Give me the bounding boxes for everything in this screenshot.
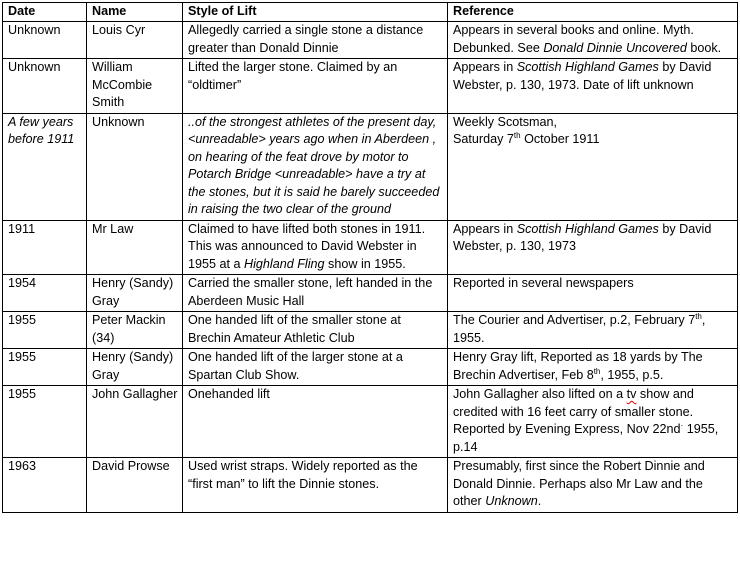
table-row [3,22,738,59]
reference-cell [448,22,738,59]
cell-text: , 1955. [453,313,706,345]
reference-cell [448,113,738,220]
cell-text: Unknown [8,23,61,37]
cell-text: Mr Law [92,221,134,236]
cell-text: · [680,420,684,430]
table-row [3,220,738,275]
date-cell [3,22,87,59]
cell-text: tv [626,387,637,401]
date-cell [3,386,87,458]
name-cell [87,275,183,312]
date-cell [3,458,87,513]
cell-text: Appears in several books and online. Myth. Debunked. See [453,23,694,55]
cell-text: Saturday 7 [453,132,514,146]
date-cell [3,220,87,275]
cell-text: Highland Fling [244,256,325,271]
style-of-lift-cell [183,275,448,312]
cell-text: Claimed to have lifted both stones in 1911. This was announced to David Webster in 1955 at a [188,221,426,271]
date-cell [3,312,87,349]
cell-text: Unknown [92,114,145,129]
cell-text: Henry (Sandy) Gray [92,276,174,308]
table-row [3,458,738,513]
style-of-lift-cell [183,113,448,220]
style-of-lift-cell [183,349,448,386]
cell-text: th [695,311,702,321]
reference-cell [448,275,738,312]
table-row [3,386,738,458]
cell-text: William McCombie Smith [92,60,153,109]
style-of-lift-cell [183,458,448,513]
cell-text: John Gallagher [92,387,178,401]
cell-text: 1911 [8,221,36,236]
table-row [3,275,738,312]
cell-text: Unknown [8,60,61,74]
header-reference: Reference [448,3,738,22]
cell-text: Henry (Sandy) Gray [92,350,174,382]
name-cell [87,349,183,386]
cell-text: Appears in [453,221,517,236]
cell-text: Scottish Highland Games [516,60,659,74]
table-body [3,22,738,513]
cell-text: One handed lift of the smaller stone at Brechin Amateur Athletic Club [188,313,401,345]
cell-text: 1963 [8,459,37,473]
name-cell [87,386,183,458]
date-cell [3,59,87,114]
cell-text: Scottish Highland Games [516,221,659,236]
cell-text: Weekly Scotsman, [453,114,558,129]
cell-text: David Prowse [92,459,170,473]
cell-text: Onehanded lift [188,387,270,401]
style-of-lift-cell [183,386,448,458]
cell-text: . [537,494,542,508]
cell-text: October 1911 [520,132,600,146]
style-of-lift-cell [183,59,448,114]
table-row [3,113,738,220]
cell-text: Henry Gray lift, Reported as 18 yards by The Brechin Advertiser, Feb 8 [453,350,703,382]
reference-cell [448,349,738,386]
cell-text: 1955, p.14 [453,422,719,454]
style-of-lift-cell [183,220,448,275]
reference-cell [448,59,738,114]
document-page [2,2,738,513]
date-cell [3,113,87,220]
cell-text: Peter Mackin (34) [92,313,166,345]
cell-text: th [593,366,601,376]
name-cell [87,458,183,513]
cell-text: Reported in several newspapers [453,276,634,290]
cell-text: 1954 [8,276,37,290]
cell-text: The Courier and Advertiser, p.2, February 7 [453,313,696,327]
table-header-row [3,3,738,22]
cell-text: Appears in [453,60,517,74]
cell-text: ..of the strongest athletes of the present day, <unreadable> years ago when in Aberdeen , on hearing of the feat drove by motor to Potarch Bridge <unreadable> have a try at the stones, but it is said he barely succeeded in raising the two clear of the ground [188,114,440,216]
cell-text: Used wrist straps. Widely reported as the “first man” to lift the Dinnie stones. [188,459,418,491]
cell-text: 1955 [8,313,37,327]
cell-text: A few years before 1911 [8,114,75,146]
reference-cell [448,220,738,275]
cell-text: , 1955, p.5. [600,367,664,382]
cell-text: by David Webster, p. 130, 1973. Date of lift unknown [453,60,712,92]
name-cell [87,312,183,349]
reference-cell [448,386,738,458]
cell-text: Allegedly carried a single stone a distance greater than Donald Dinnie [188,23,424,55]
cell-text: by David Webster, p. 130, 1973 [453,221,712,253]
header-date: Date [3,3,87,22]
name-cell [87,22,183,59]
cell-text: Unknown [485,494,538,508]
table-row [3,312,738,349]
cell-text: 1955 [8,387,37,401]
cell-text: John Gallagher also lifted on a [453,387,627,401]
cell-text: th [513,130,521,140]
dinnie-stones-lift-table [2,2,738,513]
name-cell [87,220,183,275]
cell-text: book. [686,40,722,55]
cell-text: Louis Cyr [92,23,146,37]
cell-text: Donald Dinnie Uncovered [543,40,687,55]
header-style-of-lift: Style of Lift [183,3,448,22]
cell-text: show and credited with 16 feet carry of smaller stone. Reported by Evening Express, Nov 22nd [453,387,694,436]
cell-text: show in 1955. [324,256,406,271]
style-of-lift-cell [183,22,448,59]
name-cell [87,113,183,220]
cell-text: Presumably, first since the Robert Dinnie and Donald Dinnie. Perhaps also Mr Law and the other [453,459,705,508]
reference-cell [448,458,738,513]
cell-text: Lifted the larger stone. Claimed by an “oldtimer” [188,60,398,92]
name-cell [87,59,183,114]
table-row [3,349,738,386]
date-cell [3,275,87,312]
cell-text: Carried the smaller stone, left handed in the Aberdeen Music Hall [188,276,433,308]
cell-text: 1955 [8,350,37,364]
date-cell [3,349,87,386]
style-of-lift-cell [183,312,448,349]
header-name: Name [87,3,183,22]
cell-text: One handed lift of the larger stone at a Spartan Club Show. [188,350,403,382]
table-row [3,59,738,114]
reference-cell [448,312,738,349]
